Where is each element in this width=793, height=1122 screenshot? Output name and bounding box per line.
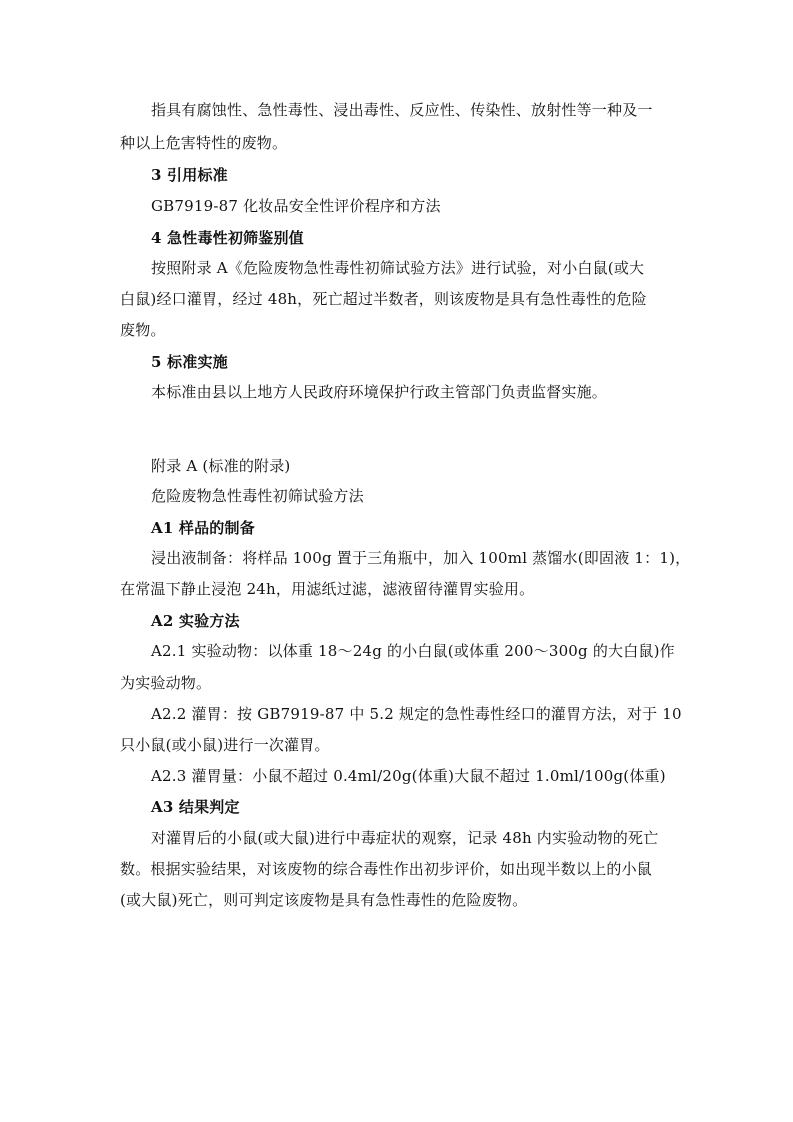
- section-3-heading: 3 引用标准: [151, 166, 228, 184]
- a2-3-line-1: A2.3 灌胃量：小鼠不超过 0.4ml/20g(体重)大鼠不超过 1.0ml/100g(体重): [151, 767, 666, 785]
- a2-1-line-1: A2.1 实验动物：以体重 18～24g 的小白鼠(或体重 200～300g 的大白鼠)作: [151, 642, 675, 660]
- intro-line-1: 指具有腐蚀性、急性毒性、浸出毒性、反应性、传染性、放射性等一种及一: [151, 101, 653, 119]
- section-3-text: GB7919-87 化妆品安全性评价程序和方法: [151, 197, 441, 215]
- a2-heading: A2 实验方法: [151, 612, 240, 630]
- a1-line-1: 浸出液制备：将样品 100g 置于三角瓶中，加入 100ml 蒸馏水(即固液 1：1)，: [151, 549, 691, 567]
- section-4-line-2: 白鼠)经口灌胃，经过 48h，死亡超过半数者，则该废物是具有急性毒性的危险: [120, 290, 647, 308]
- section-4-line-1: 按照附录 A《危险废物急性毒性初筛试验方法》进行试验，对小白鼠(或大: [151, 259, 645, 277]
- a3-line-2: 数。根据实验结果，对该废物的综合毒性作出初步评价，如出现半数以上的小鼠: [120, 860, 653, 878]
- section-5-heading: 5 标准实施: [151, 353, 228, 371]
- a2-1-line-2: 为实验动物。: [120, 674, 212, 692]
- intro-line-2: 种以上危害特性的废物。: [120, 134, 288, 152]
- a3-heading: A3 结果判定: [151, 798, 240, 816]
- a1-heading: A1 样品的制备: [151, 519, 255, 537]
- a1-line-2: 在常温下静止浸泡 24h，用滤纸过滤，滤液留待灌胃实验用。: [120, 580, 535, 598]
- appendix-title: 危险废物急性毒性初筛试验方法: [151, 487, 364, 505]
- section-4-line-3: 废物。: [120, 321, 166, 339]
- appendix-label: 附录 A (标准的附录): [151, 457, 291, 475]
- a3-line-1: 对灌胃后的小鼠(或大鼠)进行中毒症状的观察，记录 48h 内实验动物的死亡: [151, 829, 659, 847]
- a2-2-line-2: 只小鼠(或小鼠)进行一次灌胃。: [120, 736, 330, 754]
- a2-2-line-1: A2.2 灌胃：按 GB7919-87 中 5.2 规定的急性毒性经口的灌胃方法，对于 10: [151, 705, 682, 723]
- section-5-text: 本标准由县以上地方人民政府环境保护行政主管部门负责监督实施。: [151, 383, 608, 401]
- section-4-heading: 4 急性毒性初筛鉴别值: [151, 229, 304, 247]
- a3-line-3: (或大鼠)死亡，则可判定该废物是具有急性毒性的危险废物。: [120, 891, 528, 909]
